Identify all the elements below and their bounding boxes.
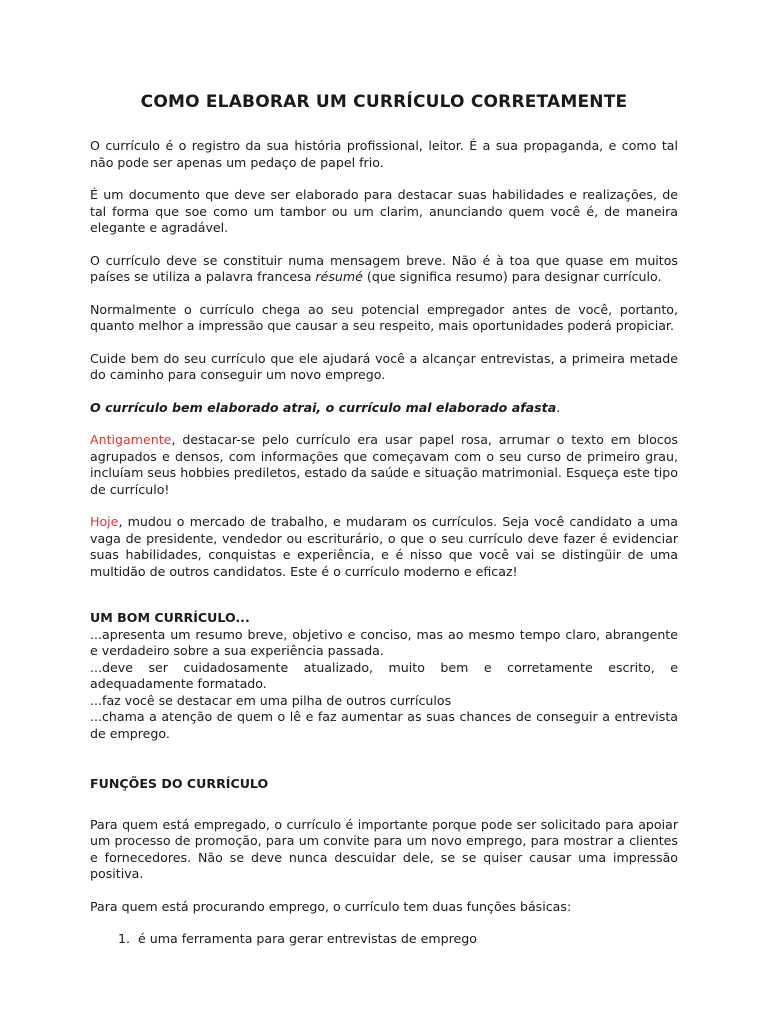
motto-text: O currículo bem elaborado atrai, o currículo mal elaborado afasta (90, 399, 557, 415)
paragraph-procurando: Para quem está procurando emprego, o currículo tem duas funções básicas: (90, 898, 572, 914)
paragraph-brevity-end: (que significa resumo) para designar currículo. (362, 269, 662, 284)
motto-period: . (556, 399, 561, 415)
list-line: ...deve ser cuidadosamente atualizado, muito bem e corretamente escrito, e adequadamente formatado. (90, 659, 678, 691)
paragraph-brevity-start: O currículo deve se constituir numa mensagem breve. Não é à toa que quase em muitos países se utiliza a palavra francesa (90, 252, 678, 284)
paragraph-brevity (90, 253, 678, 286)
list-line: ...chama a atenção de quem o lê e faz aumentar as suas chances de conseguir a entrevista de emprego. (90, 709, 678, 741)
motto (90, 400, 678, 417)
paragraph-hoje (90, 514, 678, 580)
functions-list (90, 931, 678, 948)
list-line: ...apresenta um resumo breve, objetivo e conciso, mas ao mesmo tempo claro, abrangente e verdadeiro sobre a sua experiência passada. (90, 626, 678, 658)
paragraph-purpose: É um documento que deve ser elaborado para destacar suas habilidades e realizações, de tal forma que soe como um tambor ou um clarim, anunciando quem você é, de maneira elegante e agradável. (90, 187, 678, 235)
highlight-antigamente: Antigamente (90, 432, 172, 447)
document-title: COMO ELABORAR UM CURRÍCULO CORRETAMENTE (140, 92, 628, 112)
section-bom-curriculo (90, 610, 678, 742)
paragraph-empregado: Para quem está empregado, o currículo é importante porque pode ser solicitado para apoiar um processo de promoção, para um convite para um novo emprego, para mostrar a clientes e fornecedores. Não se deve nunca descuidar dele, se se quiser causar uma impressão positiva. (90, 816, 678, 881)
paragraph-first-impression: Normalmente o currículo chega ao seu potencial empregador antes de você, portanto, quanto melhor a impressão que causar a seu respeito, mais oportunidades poderá propiciar. (90, 301, 678, 333)
resume-term: résumé (315, 269, 363, 284)
paragraph-hoje-text: , mudou o mercado de trabalho, e mudaram os currículos. Seja você candidato a uma vaga de presidente, vendedor ou escriturário, o que o seu currículo deve fazer é evidenciar suas habilidades, conquistas e experiência, e é nisso que você vai se distingüir de uma multidão de outros candidatos. Este é o currículo moderno e eficaz! (90, 514, 678, 579)
section-title-funcoes: FUNÇÕES DO CURRÍCULO (90, 776, 269, 791)
list-item: 1. é uma ferramenta para gerar entrevistas de emprego (134, 931, 678, 948)
paragraph-interviews: Cuide bem do seu currículo que ele ajudará você a alcançar entrevistas, a primeira metade do caminho para conseguir um novo emprego. (90, 350, 678, 382)
highlight-hoje: Hoje (90, 514, 119, 529)
section-title-bom-curriculo: UM BOM CURRÍCULO... (90, 610, 250, 625)
paragraph-intro: O currículo é o registro da sua história profissional, leitor. É a sua propaganda, e como tal não pode ser apenas um pedaço de papel frio. (90, 138, 678, 170)
paragraph-antigamente (90, 432, 678, 498)
paragraph-antigamente-text: , destacar-se pelo currículo era usar papel rosa, arrumar o texto em blocos agrupados e densos, com informações que começavam com o seu curso de primeiro grau, incluíam seus hobbies prediletos, estado da saúde e situação matrimonial. Esqueça este tipo de currículo! (90, 432, 678, 497)
list-line: ...faz você se destacar em uma pilha de outros currículos (90, 692, 452, 708)
section-funcoes-header (90, 776, 678, 793)
